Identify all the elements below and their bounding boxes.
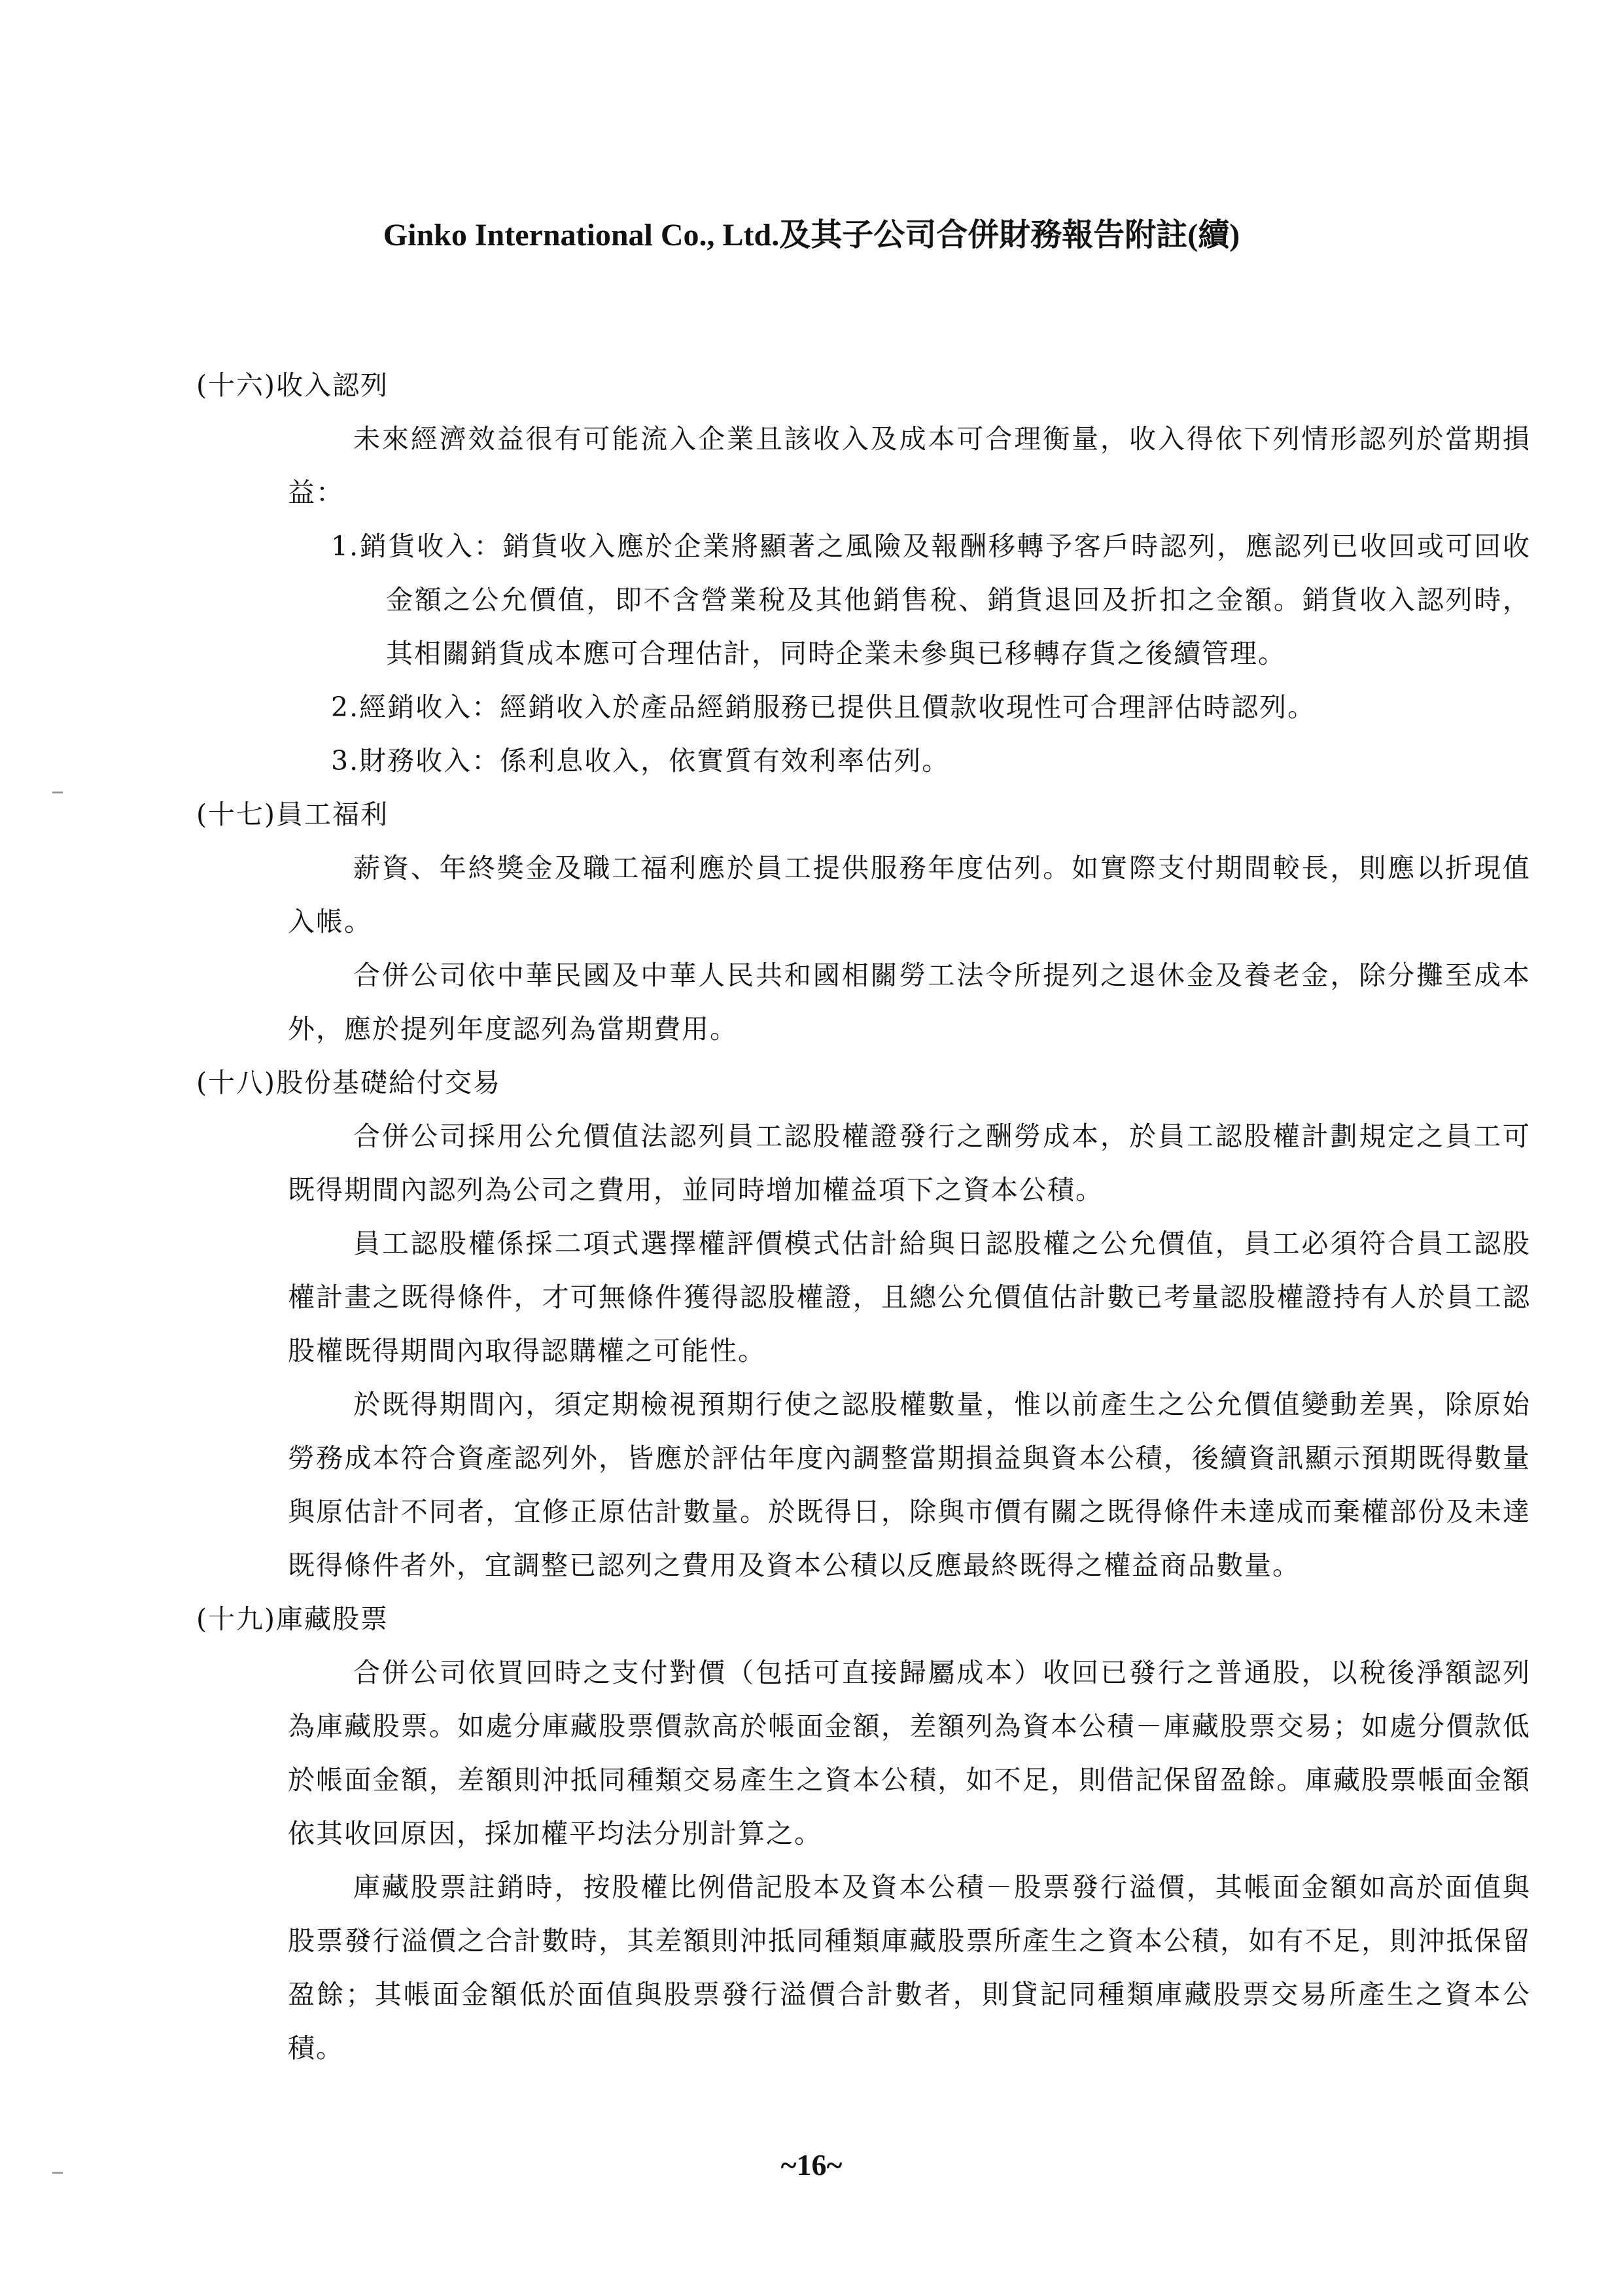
section-share-based-payment [196, 1056, 1531, 1592]
document-body [196, 358, 1531, 2075]
paragraph: 合併公司採用公允價值法認列員工認股權證發行之酬勞成本，於員工認股權計劃規定之員工可既得期間內認列為公司之費用，並同時增加權益項下之資本公積。 [288, 1121, 1531, 1206]
paragraph: 合併公司依中華民國及中華人民共和國相關勞工法令所提列之退休金及養老金，除分攤至成本外，應於提列年度認列為當期費用。 [288, 960, 1531, 1045]
paragraph: 未來經濟效益很有可能流入企業且該收入及成本可合理衡量，收入得依下列情形認列於當期損益： [288, 423, 1531, 508]
list-item: 1.銷貨收入：銷貨收入應於企業將顯著之風險及報酬移轉予客戶時認列，應認列已收回或可回收金額之公允價值，即不含營業稅及其他銷售稅、銷貨退回及折扣之金額。銷貨收入認列時，其相關銷貨成本應可合理估計，同時企業未參與已移轉存貨之後續管理。 [331, 531, 1531, 669]
scan-mark [52, 791, 63, 793]
paragraph: 庫藏股票註銷時，按股權比例借記股本及資本公積－股票發行溢價，其帳面金額如高於面值與股票發行溢價之合計數時，其差額則沖抵同種類庫藏股票所產生之資本公積，如有不足，則沖抵保留盈餘；其帳面金額低於面值與股票發行溢價合計數者，則貸記同種類庫藏股票交易所產生之資本公積。 [288, 1871, 1531, 2064]
paragraph: 於既得期間內，須定期檢視預期行使之認股權數量，惟以前產生之公允價值變動差異，除原始勞務成本符合資產認列外，皆應於評估年度內調整當期損益與資本公積，後續資訊顯示預期既得數量與原估計不同者，宜修正原估計數量。於既得日，除與市價有關之既得條件未達成而棄權部份及未達既得條件者外，宜調整已認列之費用及資本公積以反應最終既得之權益商品數量。 [288, 1389, 1531, 1581]
page-number: ~16~ [780, 2148, 843, 2182]
page-title: Ginko International Co., Ltd.及其子公司合併財務報告附註(續) [383, 218, 1240, 252]
paragraph: 員工認股權係採二項式選擇權評價模式估計給與日認股權之公允價值，員工必須符合員工認股權計畫之既得條件，才可無條件獲得認股權證，且總公允價值估計數已考量認股權證持有人於員工認股權既得期間內取得認購權之可能性。 [288, 1228, 1531, 1366]
section-heading: (十六)收入認列 [196, 370, 389, 401]
section-treasury-stock [196, 1592, 1531, 2075]
section-employee-benefits [196, 788, 1531, 1056]
section-heading: (十九)庫藏股票 [196, 1603, 389, 1635]
section-revenue-recognition [196, 358, 1531, 788]
paragraph: 合併公司依買回時之支付對價（包括可直接歸屬成本）收回已發行之普通股，以稅後淨額認列為庫藏股票。如處分庫藏股票價款高於帳面金額，差額列為資本公積－庫藏股票交易；如處分價款低於帳面金額，差額則沖抵同種類交易產生之資本公積，如不足，則借記保留盈餘。庫藏股票帳面金額依其收回原因，採加權平均法分別計算之。 [288, 1657, 1531, 1849]
list-item: 3.財務收入：係利息收入，依實質有效利率估列。 [331, 745, 951, 776]
section-heading: (十八)股份基礎給付交易 [196, 1067, 501, 1098]
list-item: 2.經銷收入：經銷收入於產品經銷服務已提供且價款收現性可合理評估時認列。 [331, 691, 1316, 723]
paragraph: 薪資、年終獎金及職工福利應於員工提供服務年度估列。如實際支付期間較長，則應以折現值入帳。 [288, 852, 1531, 937]
section-heading: (十七)員工福利 [196, 799, 389, 830]
